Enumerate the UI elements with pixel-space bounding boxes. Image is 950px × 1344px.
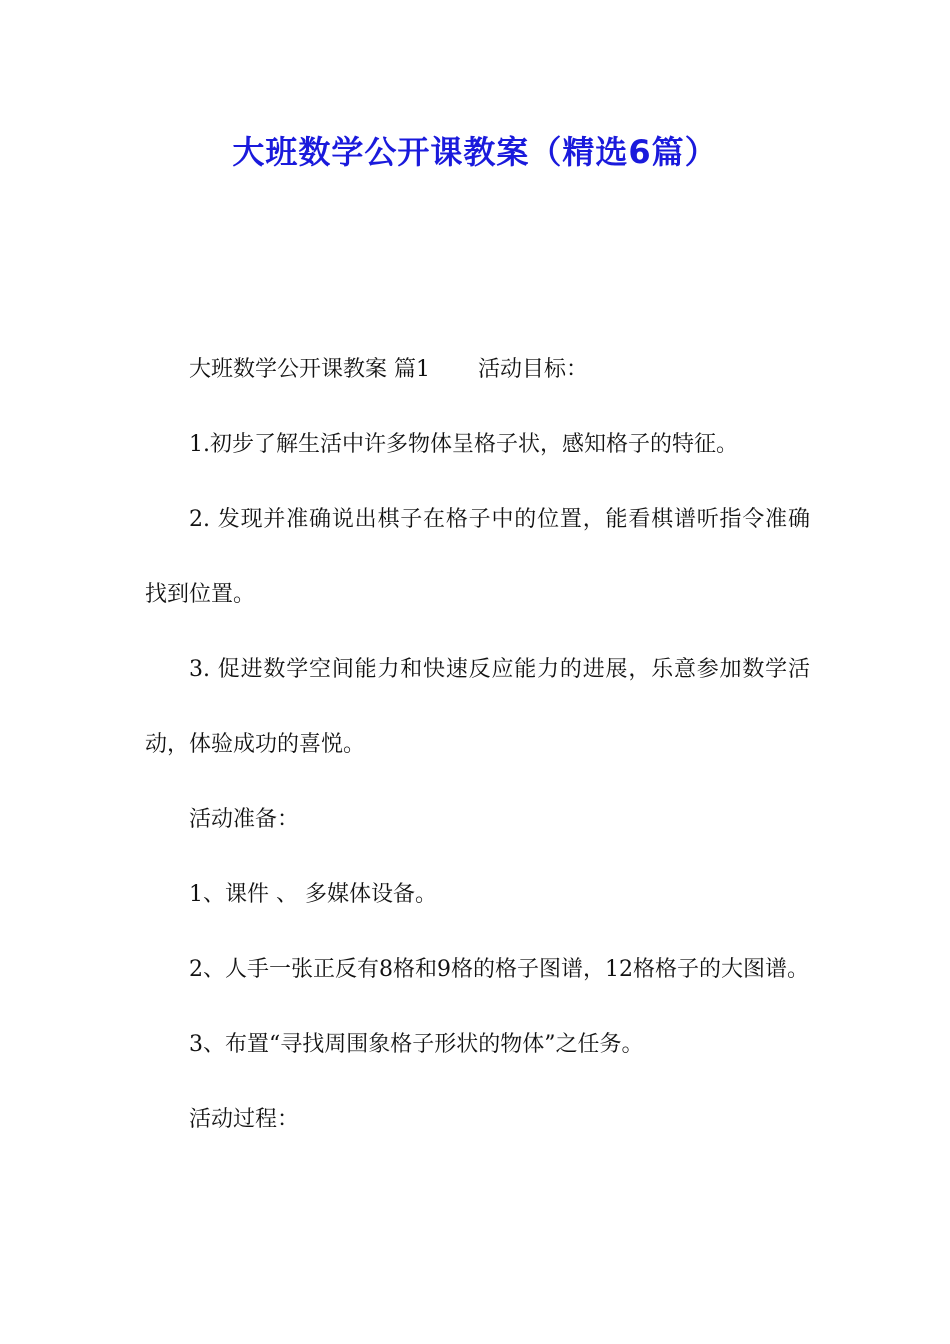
goal-paragraph-3: 3. 促进数学空间能力和快速反应能力的进展，乐意参加数学活动，体验成功的喜悦。 [145, 657, 810, 757]
section-heading-paragraph [145, 332, 810, 407]
preparation-paragraph-2: 2、人手一张正反有8格和9格的格子图谱，12格格子的大图谱。 [189, 957, 809, 982]
goal-paragraph-2: 2. 发现并准确说出棋子在格子中的位置，能看棋谱听指令准确找到位置。 [145, 507, 810, 607]
section-heading-text: 大班数学公开课教案 篇1 [189, 357, 430, 382]
process-heading: 活动过程： [189, 1107, 300, 1132]
preparation-paragraph-3: 3、布置“寻找周围象格子形状的物体”之任务。 [189, 1032, 644, 1057]
goal-paragraph-1: 1.初步了解生活中许多物体呈格子状，感知格子的特征。 [189, 432, 738, 457]
preparation-paragraph-1: 1、课件 、 多媒体设备。 [189, 882, 437, 907]
activity-goal-heading: 活动目标： [478, 357, 589, 382]
document-title: 大班数学公开课教案（精选6篇） [232, 133, 718, 171]
preparation-heading: 活动准备： [189, 807, 300, 832]
document-body [145, 332, 810, 1157]
